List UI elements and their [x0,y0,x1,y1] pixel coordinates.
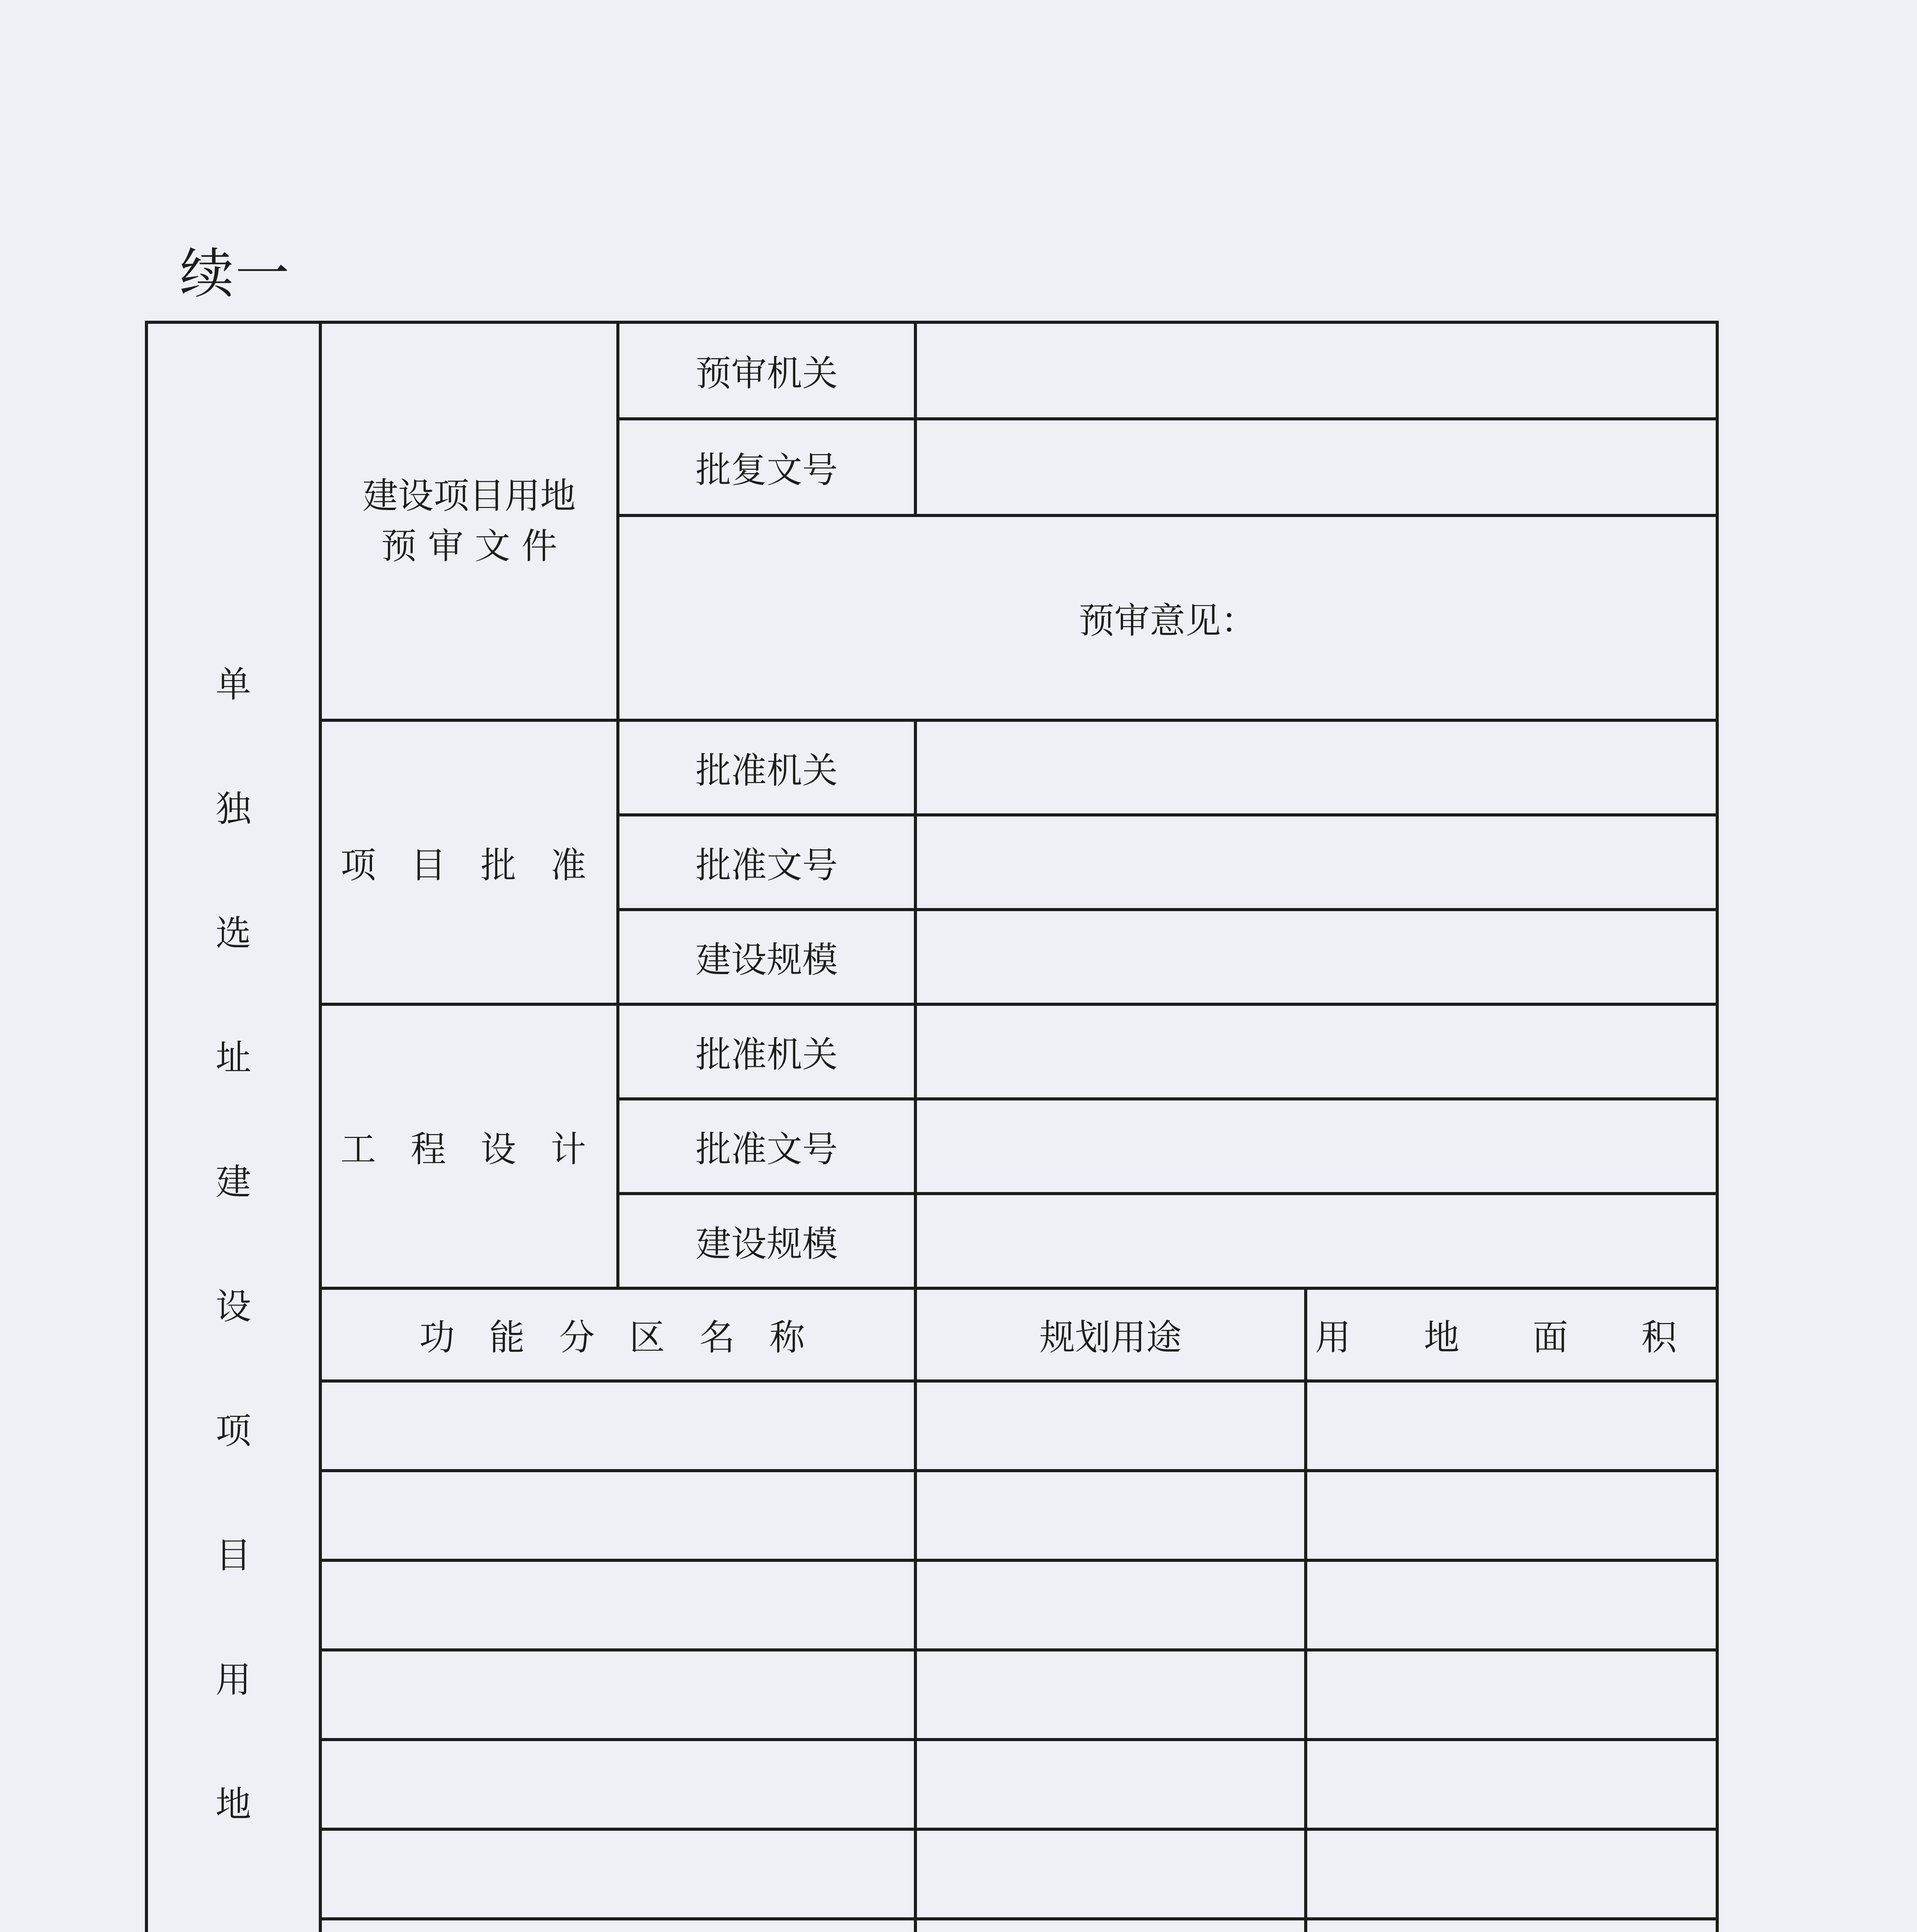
land-area-cell[interactable] [1306,1471,1717,1560]
vertical-char: 目 [215,1535,251,1576]
project-approval-scale-field[interactable] [915,910,1717,1004]
project-approval-authority-label: 批准机关 [618,720,915,815]
planned-use-cell[interactable] [915,1471,1306,1560]
vertical-char: 选 [215,913,251,954]
project-approval-authority-field[interactable] [915,720,1717,815]
zone-name-header: 功 能 分 区 名 称 [320,1288,915,1381]
vertical-label-column [146,322,320,1932]
planned-use-cell[interactable] [915,1650,1306,1740]
vertical-char: 独 [215,788,251,830]
vertical-char: 项 [215,1410,251,1452]
engineering-design-label: 工 程 设 计 [320,1004,618,1288]
planned-use-cell[interactable] [915,1381,1306,1471]
page-title: 续一 [180,243,291,306]
preapproval-opinion-label: 预审意见： [1078,600,1257,641]
preapproval-authority-label: 预审机关 [618,322,915,419]
land-use-form [145,321,1719,1932]
engineering-design-doc-number-field[interactable] [915,1099,1717,1194]
land-area-cell[interactable] [1306,1381,1717,1471]
preapproval-doc-number-label: 批复文号 [618,419,915,515]
planned-use-cell[interactable] [915,1740,1306,1829]
planned-use-header: 规划用途 [915,1288,1306,1381]
preapproval-opinion-field[interactable] [618,515,1717,720]
land-area-header: 用 地 面 积 [1306,1288,1717,1381]
preapproval-authority-field[interactable] [915,322,1717,419]
zone-name-cell[interactable] [320,1829,915,1919]
planned-use-cell[interactable] [915,1919,1306,1932]
engineering-design-scale-field[interactable] [915,1194,1717,1288]
preapproval-doc-number-field[interactable] [915,419,1717,515]
vertical-char: 地 [215,1784,251,1825]
land-area-cell[interactable] [1306,1740,1717,1829]
engineering-design-doc-number-label: 批准文号 [618,1099,915,1194]
planned-use-cell[interactable] [915,1560,1306,1650]
vertical-char: 设 [215,1286,251,1327]
engineering-design-authority-field[interactable] [915,1004,1717,1099]
zone-name-cell[interactable] [320,1650,915,1740]
land-area-cell[interactable] [1306,1919,1717,1932]
vertical-char: 单 [215,664,251,705]
vertical-char: 址 [215,1037,251,1078]
project-approval-doc-number-field[interactable] [915,815,1717,910]
engineering-design-authority-label: 批准机关 [618,1004,915,1099]
zone-name-cell[interactable] [320,1919,915,1932]
zone-name-cell[interactable] [320,1381,915,1471]
vertical-char: 建 [215,1162,251,1203]
preapproval-label: 建设项目用地 预 审 文 件 [320,322,618,720]
engineering-design-scale-label: 建设规模 [618,1194,915,1288]
planned-use-cell[interactable] [915,1829,1306,1919]
project-approval-scale-label: 建设规模 [618,910,915,1004]
land-area-cell[interactable] [1306,1560,1717,1650]
land-area-cell[interactable] [1306,1650,1717,1740]
project-approval-label: 项 目 批 准 [320,720,618,1004]
zone-name-cell[interactable] [320,1560,915,1650]
zone-name-cell[interactable] [320,1471,915,1560]
vertical-char: 用 [215,1659,251,1701]
zone-name-cell[interactable] [320,1740,915,1829]
land-area-cell[interactable] [1306,1829,1717,1919]
project-approval-doc-number-label: 批准文号 [618,815,915,910]
